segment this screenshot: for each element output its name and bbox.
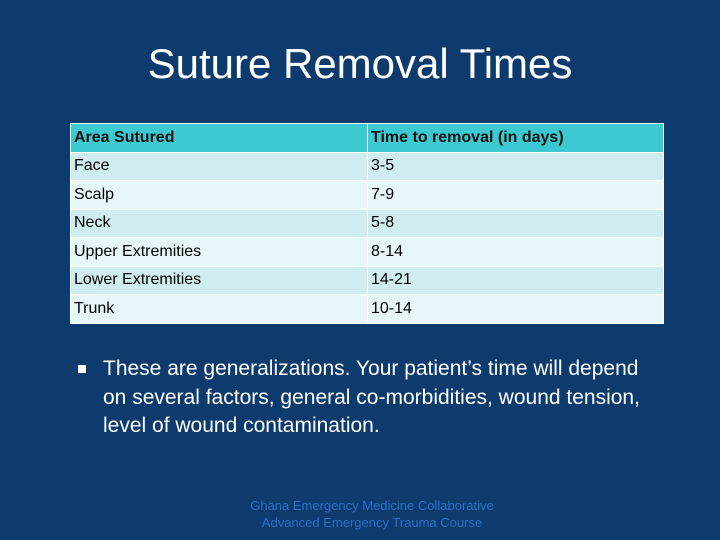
table-row (71, 181, 664, 210)
table-row (71, 238, 664, 267)
header-area-sutured: Area Sutured (71, 124, 368, 153)
table-row (71, 266, 664, 295)
suture-table-container (70, 123, 664, 324)
table-row (71, 295, 664, 324)
suture-removal-table (70, 123, 664, 324)
table-cell-area: Neck (71, 209, 368, 238)
table-cell-area: Face (71, 152, 368, 181)
bullet-text: These are generalizations. Your patient’s time will depend on several factors, general co-morbidities, wound tension, level of wound contamination. (103, 357, 640, 437)
header-time-to-removal: Time to removal (in days) (368, 124, 664, 153)
table-row (71, 209, 664, 238)
table-row (71, 152, 664, 181)
table-cell-days: 5-8 (368, 209, 664, 238)
table-cell-area: Upper Extremities (71, 238, 368, 267)
table-cell-area: Scalp (71, 181, 368, 210)
table-cell-area: Lower Extremities (71, 266, 368, 295)
footer-line-course: Advanced Emergency Trauma Course (261, 515, 483, 530)
slide-title: Suture Removal Times (147, 40, 573, 87)
table-cell-days: 14-21 (368, 266, 664, 295)
table-cell-days: 10-14 (368, 295, 664, 324)
footer (0, 497, 720, 531)
footer-line-organization: Ghana Emergency Medicine Collaborative (250, 498, 494, 513)
square-bullet-icon (78, 365, 86, 373)
table-cell-days: 3-5 (368, 152, 664, 181)
table-header-row (71, 124, 664, 153)
table-cell-area: Trunk (71, 295, 368, 324)
table-cell-days: 8-14 (368, 238, 664, 267)
table-cell-days: 7-9 (368, 181, 664, 210)
bullet-point (78, 355, 658, 441)
